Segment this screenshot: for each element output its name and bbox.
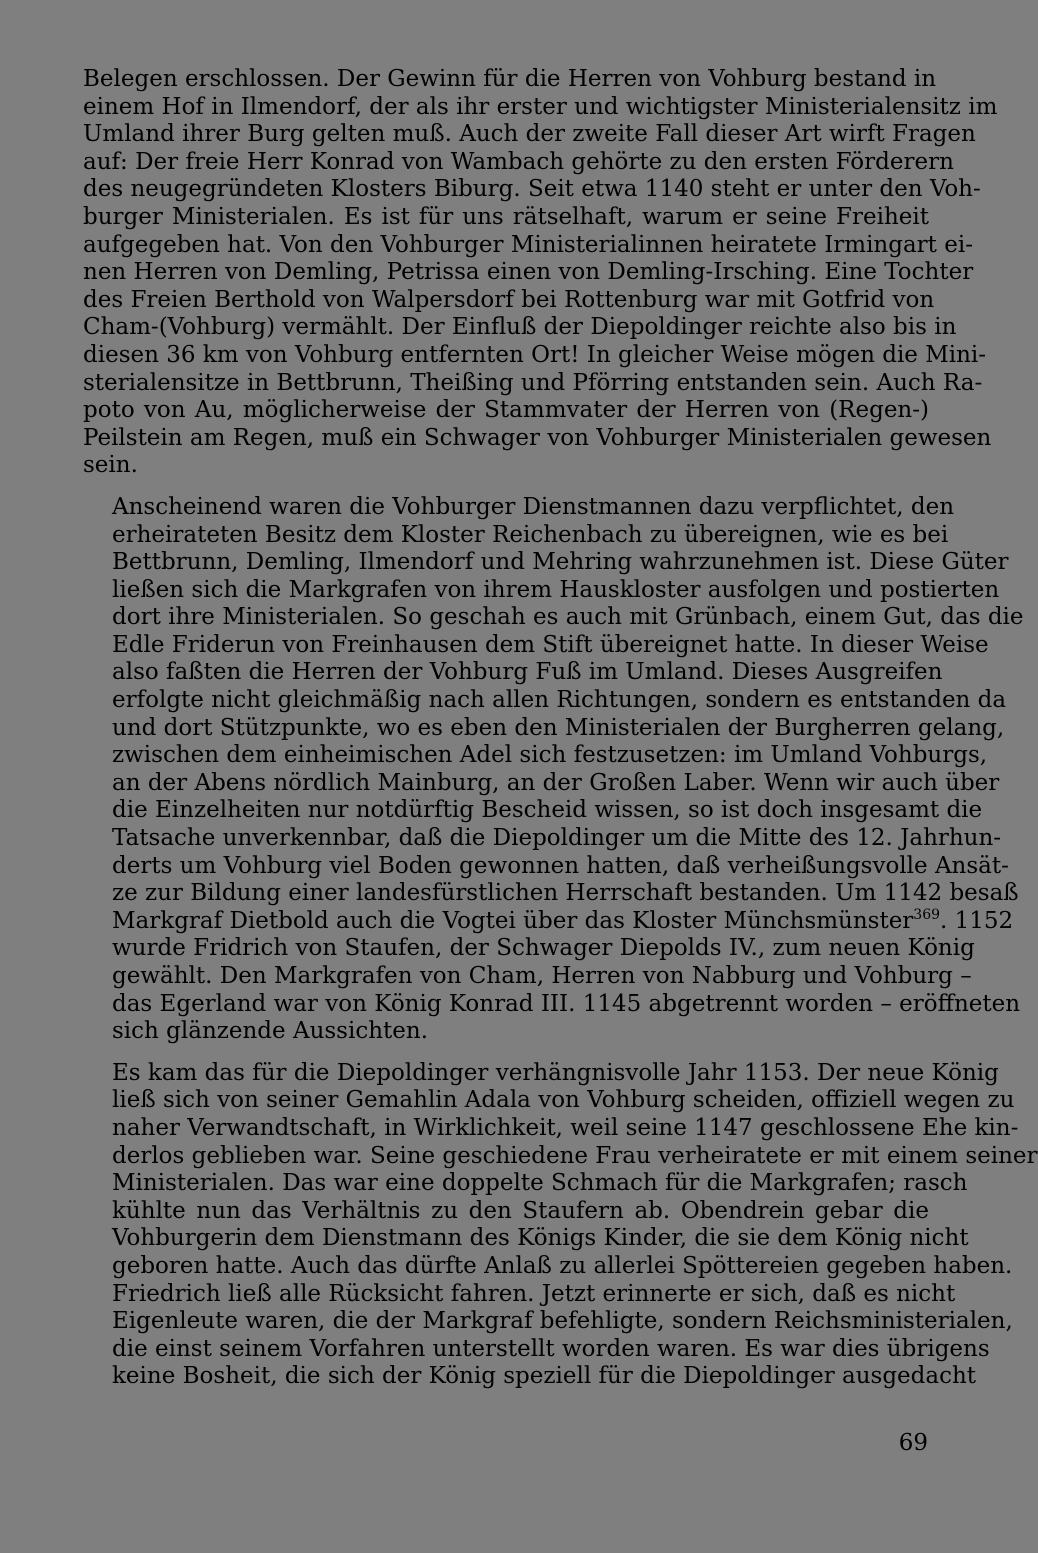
text-line: kühlte nun das Verhältnis zu den Staufern ab. Obendrein gebar die [112, 1197, 929, 1224]
page-body [83, 66, 1038, 1391]
text-line: sich glänzende Aussichten. [112, 1018, 429, 1045]
footnote-reference: 369 [913, 906, 941, 923]
text-line: Eigenleute waren, die der Markgraf befehligte, sondern Reichsministerialen, [112, 1308, 1013, 1335]
text-line: erheirateten Besitz dem Kloster Reichenbach zu übereignen, wie es bei [112, 521, 949, 548]
text-line: sterialensitze in Bettbrunn, Theißing und Pförring entstanden sein. Auch Ra- [83, 369, 983, 396]
text-line: Cham-(Vohburg) vermählt. Der Einfluß der Diepoldinger reichte also bis in [83, 314, 957, 341]
paragraph [83, 66, 998, 480]
page-number: 69 [898, 1430, 928, 1456]
text-line: des Freien Berthold von Walpersdorf bei Rottenburg war mit Gotfrid von [83, 286, 935, 313]
text-line: naher Verwandtschaft, in Wirklichkeit, weil seine 1147 geschlossene Ehe kin- [112, 1114, 1019, 1141]
text-line: burger Ministerialen. Es ist für uns rätselhaft, warum er seine Freiheit [83, 203, 929, 230]
text-line: diesen 36 km von Vohburg entfernten Ort! In gleicher Weise mögen die Mini- [83, 341, 987, 368]
text-line: derlos geblieben war. Seine geschiedene Frau verheiratete er mit einem seiner [112, 1142, 1038, 1169]
text-line: Vohburgerin dem Dienstmann des Königs Kinder, die sie dem König nicht [112, 1225, 969, 1252]
text-line: auf: Der freie Herr Konrad von Wambach gehörte zu den ersten Förderern [83, 148, 954, 175]
text-line: geboren hatte. Auch das dürfte Anlaß zu allerlei Spöttereien gegeben haben. [112, 1252, 1013, 1279]
text-line: poto von Au, möglicherweise der Stammvater der Herren von (Regen-) [83, 397, 929, 424]
text-line: ließ sich von seiner Gemahlin Adala von Vohburg scheiden, offiziell wegen zu [112, 1087, 1015, 1114]
text-line: derts um Vohburg viel Boden gewonnen hatten, daß verheißungsvolle Ansät- [112, 852, 1009, 879]
text-line: gewählt. Den Markgrafen von Cham, Herren von Nabburg und Vohburg – [112, 963, 972, 989]
text-line: des neugegründeten Klosters Biburg. Seit etwa 1140 steht er unter den Voh- [83, 176, 981, 203]
text-line: Anscheinend waren die Vohburger Dienstmannen dazu verpflichtet, den [112, 493, 955, 520]
paragraph [83, 1059, 1038, 1391]
text-line: erfolgte nicht gleichmäßig nach allen Richtungen, sondern es entstanden da [112, 687, 1007, 714]
text-line: ließen sich die Markgrafen von ihrem Hauskloster ausfolgen und postierten [112, 576, 1000, 603]
text-line: zwischen dem einheimischen Adel sich festzusetzen: im Umland Vohburgs, [112, 742, 988, 769]
text-line: an der Abens nördlich Mainburg, an der Großen Laber. Wenn wir auch über [112, 769, 1000, 796]
text-line: Ministerialen. Das war eine doppelte Schmach für die Markgrafen; rasch [112, 1170, 968, 1197]
text-line: wurde Fridrich von Staufen, der Schwager Diepolds IV., zum neuen König [112, 935, 975, 962]
text-line: Peilstein am Regen, muß ein Schwager von Vohburger Ministerialen gewesen [83, 424, 992, 451]
text-line: Edle Friderun von Freinhausen dem Stift übereignet hatte. In dieser Weise [112, 631, 989, 658]
text-line: das Egerland war von König Konrad III. 1145 abgetrennt worden – eröffneten [112, 990, 1021, 1017]
text-line: nen Herren von Demling, Petrissa einen von Demling-Irsching. Eine Tochter [83, 259, 974, 286]
text-line: Bettbrunn, Demling, Ilmendorf und Mehring wahrzunehmen ist. Diese Güter [112, 549, 1009, 576]
text-line: Umland ihrer Burg gelten muß. Auch der zweite Fall dieser Art wirft Fragen [83, 121, 976, 148]
text-line: ze zur Bildung einer landesfürstlichen Herrschaft bestanden. Um 1142 besaß [112, 880, 1019, 907]
text-line: die Einzelheiten nur notdürftig Bescheid wissen, so ist doch insgesamt die [112, 797, 983, 824]
text-line: also faßten die Herren der Vohburg Fuß im Umland. Dieses Ausgreifen [112, 659, 943, 686]
text-line-tail: . 1152 [940, 907, 1014, 934]
text-line: Belegen erschlossen. Der Gewinn für die Herren von Vohburg bestand in [83, 66, 937, 92]
text-line: einem Hof in Ilmendorf, der als ihr erster und wichtigster Ministerialensitz im [83, 93, 998, 120]
text-line: Es kam das für die Diepoldinger verhängnisvolle Jahr 1153. Der neue König [112, 1059, 999, 1086]
text-line: sein. [83, 452, 138, 479]
text-line: die einst seinem Vorfahren unterstellt worden waren. Es war dies übrigens [112, 1335, 990, 1362]
text-line: aufgegeben hat. Von den Vohburger Ministerialinnen heiratete Irmingart ei- [83, 231, 973, 258]
text-line: und dort Stützpunkte, wo es eben den Ministerialen der Burgherren gelang, [112, 714, 1005, 741]
text-line-main: Markgraf Dietbold auch die Vogtei über das Kloster Münchsmünster [112, 907, 914, 934]
text-line: dort ihre Ministerialen. So geschah es auch mit Grünbach, einem Gut, das die [112, 604, 1024, 631]
text-line: Friedrich ließ alle Rücksicht fahren. Jetzt erinnerte er sich, daß es nicht [112, 1280, 956, 1307]
text-line: Tatsache unverkennbar, daß die Diepoldinger um die Mitte des 12. Jahrhun- [112, 825, 1002, 852]
text-line [83, 906, 1014, 936]
text-line: keine Bosheit, die sich der König speziell für die Diepoldinger ausgedacht [112, 1363, 977, 1390]
paragraph [83, 493, 1024, 1046]
